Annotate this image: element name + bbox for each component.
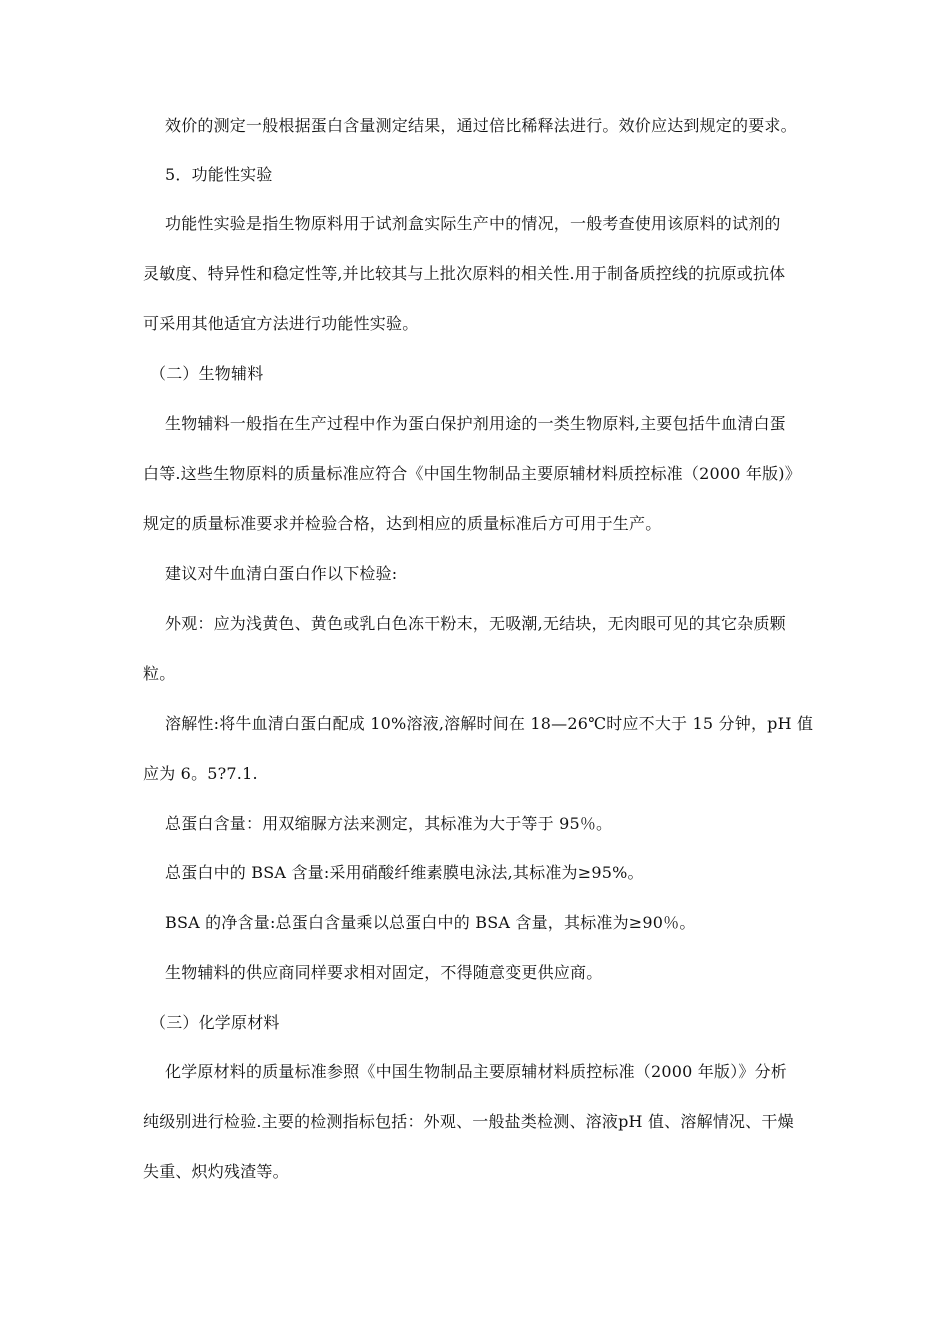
section-heading: 5．功能性实验 bbox=[165, 165, 273, 184]
text-line: BSA 的净含量:总蛋白含量乘以总蛋白中的 BSA 含量，其标准为≥90％。 bbox=[165, 913, 696, 932]
text-line: 白等.这些生物原料的质量标准应符合《中国生物制品主要原辅材料质控标准（2000 年版)》 bbox=[143, 464, 801, 483]
text-line: 效价的测定一般根据蛋白含量测定结果，通过倍比稀释法进行。效价应达到规定的要求。 bbox=[165, 116, 797, 135]
text-line: 粒。 bbox=[143, 664, 176, 683]
text-line: 建议对牛血清白蛋白作以下检验: bbox=[165, 564, 398, 583]
text-line: 失重、炽灼残渣等。 bbox=[143, 1162, 289, 1181]
text-line: 生物辅料一般指在生产过程中作为蛋白保护剂用途的一类生物原料,主要包括牛血清白蛋 bbox=[165, 414, 786, 433]
section-heading: （二）生物辅料 bbox=[150, 364, 264, 383]
text-line: 化学原材料的质量标准参照《中国生物制品主要原辅材料质控标准（2000 年版）》分析 bbox=[165, 1062, 788, 1081]
text-line: 溶解性:将牛血清白蛋白配成 10%溶液,溶解时间在 18—26℃时应不大于 15 分钟，pH 值 bbox=[165, 714, 814, 733]
text-line: 总蛋白含量：用双缩脲方法来测定，其标准为大于等于 95％。 bbox=[165, 814, 613, 833]
text-line: 总蛋白中的 BSA 含量:采用硝酸纤维素膜电泳法,其标准为≥95%。 bbox=[165, 863, 644, 882]
text-line: 生物辅料的供应商同样要求相对固定，不得随意变更供应商。 bbox=[165, 963, 603, 982]
text-line: 可采用其他适宜方法进行功能性实验。 bbox=[143, 314, 419, 333]
text-line: 应为 6。5?7.1. bbox=[143, 764, 258, 783]
text-line: 纯级别进行检验.主要的检测指标包括：外观、一般盐类检测、溶液pH 值、溶解情况、干燥 bbox=[143, 1112, 794, 1131]
section-heading: （三）化学原材料 bbox=[150, 1013, 280, 1032]
text-line: 功能性实验是指生物原料用于试剂盒实际生产中的情况，一般考查使用该原料的试剂的 bbox=[165, 214, 781, 233]
text-line: 外观：应为浅黄色、黄色或乳白色冻干粉末，无吸潮,无结块，无肉眼可见的其它杂质颗 bbox=[165, 614, 786, 633]
text-line: 规定的质量标准要求并检验合格，达到相应的质量标准后方可用于生产。 bbox=[143, 514, 662, 533]
text-line: 灵敏度、特异性和稳定性等,并比较其与上批次原料的相关性.用于制备质控线的抗原或抗体 bbox=[143, 264, 786, 283]
